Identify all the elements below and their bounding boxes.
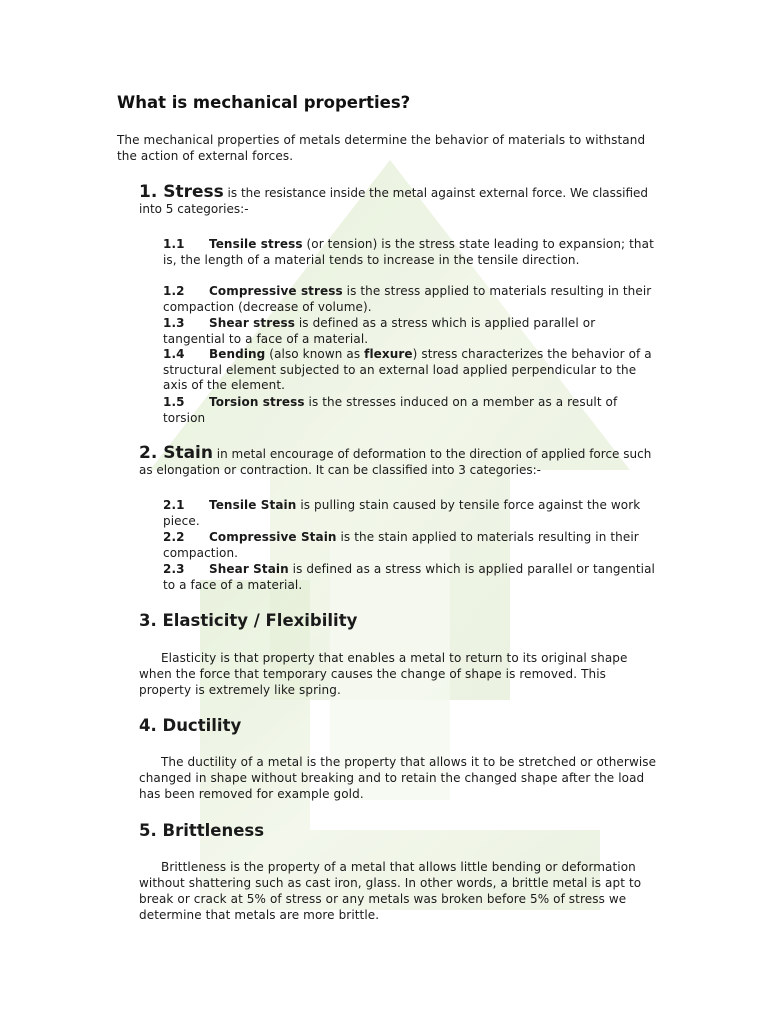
list-item xyxy=(163,284,657,315)
elasticity-heading: 3. Elasticity / Flexibility xyxy=(139,611,358,630)
intro-paragraph: The mechanical properties of metals determine the behavior of materials to withstand the action of external forces. xyxy=(117,133,646,163)
brittleness-heading: 5. Brittleness xyxy=(139,821,265,840)
item-text: is defined as a stress which is applied parallel or tangential to a face of a material. xyxy=(163,562,655,592)
stain-heading: 2. Stain xyxy=(139,443,213,463)
item-text: (also known as xyxy=(265,347,365,361)
item-term: Torsion stress xyxy=(209,395,305,409)
item-text: is the stain applied to materials resulting in their compaction. xyxy=(163,530,639,560)
elasticity-paragraph: Elasticity is that property that enables a metal to return to its original shape when the force that temporary causes the change of shape is removed. This property is extremely like spring. xyxy=(139,651,628,697)
item-term: Shear Stain xyxy=(209,562,289,576)
ductility-paragraph: The ductility of a metal is the property that allows it to be stretched or otherwise changed in shape without breaking and to retain the changed shape after the load has been removed for example gold. xyxy=(139,755,657,801)
item-number: 2.1 xyxy=(163,498,185,512)
item-text: is the stresses induced on a member as a result of torsion xyxy=(163,395,618,425)
item-term: Tensile Stain xyxy=(209,498,297,512)
stress-heading: 1. Stress xyxy=(139,182,224,202)
item-term: Compressive stress xyxy=(209,284,343,298)
list-item xyxy=(163,395,657,426)
item-text: (or tension) is the stress state leading to expansion; that is, the length of a material tends to increase in the tensile direction. xyxy=(163,237,654,267)
item-number: 2.3 xyxy=(163,562,185,576)
item-number: 1.2 xyxy=(163,284,185,298)
item-text: is defined as a stress which is applied parallel or tangential to a face of a material. xyxy=(163,316,596,346)
item-number: 1.4 xyxy=(163,347,185,361)
item-number: 1.5 xyxy=(163,395,185,409)
item-number: 2.2 xyxy=(163,530,185,544)
list-item xyxy=(163,498,657,529)
list-item xyxy=(163,237,657,268)
list-item xyxy=(163,316,657,347)
stress-intro-text: is the resistance inside the metal against external force. We classified into 5 categories:- xyxy=(139,186,649,216)
item-text: ) stress characterizes the behavior of a structural element subjected to an external load applied perpendicular to the axis of the element. xyxy=(163,347,652,392)
item-term-secondary: flexure xyxy=(364,347,413,361)
stress-section xyxy=(139,184,659,217)
item-number: 1.3 xyxy=(163,316,185,330)
item-term: Bending xyxy=(209,347,266,361)
stain-section xyxy=(139,445,659,478)
item-text: is the stress applied to materials resulting in their compaction (decrease of volume). xyxy=(163,284,652,314)
page-title: What is mechanical properties? xyxy=(117,93,411,112)
list-item xyxy=(163,530,657,561)
ductility-heading: 4. Ductility xyxy=(139,716,242,735)
list-item xyxy=(163,562,657,593)
item-term: Shear stress xyxy=(209,316,295,330)
item-term: Tensile stress xyxy=(209,237,303,251)
item-text: is pulling stain caused by tensile force against the work piece. xyxy=(163,498,641,528)
stain-intro-text: in metal encourage of deformation to the direction of applied force such as elongation or contraction. It can be classified into 3 categories:- xyxy=(139,447,652,477)
item-number: 1.1 xyxy=(163,237,185,251)
item-term: Compressive Stain xyxy=(209,530,337,544)
list-item xyxy=(163,347,657,394)
brittleness-paragraph: Brittleness is the property of a metal that allows little bending or deformation without shattering such as cast iron, glass. In other words, a brittle metal is apt to break or crack at 5% of stress or any metals was broken before 5% of stress we determine that metals are more brittle. xyxy=(139,860,642,922)
